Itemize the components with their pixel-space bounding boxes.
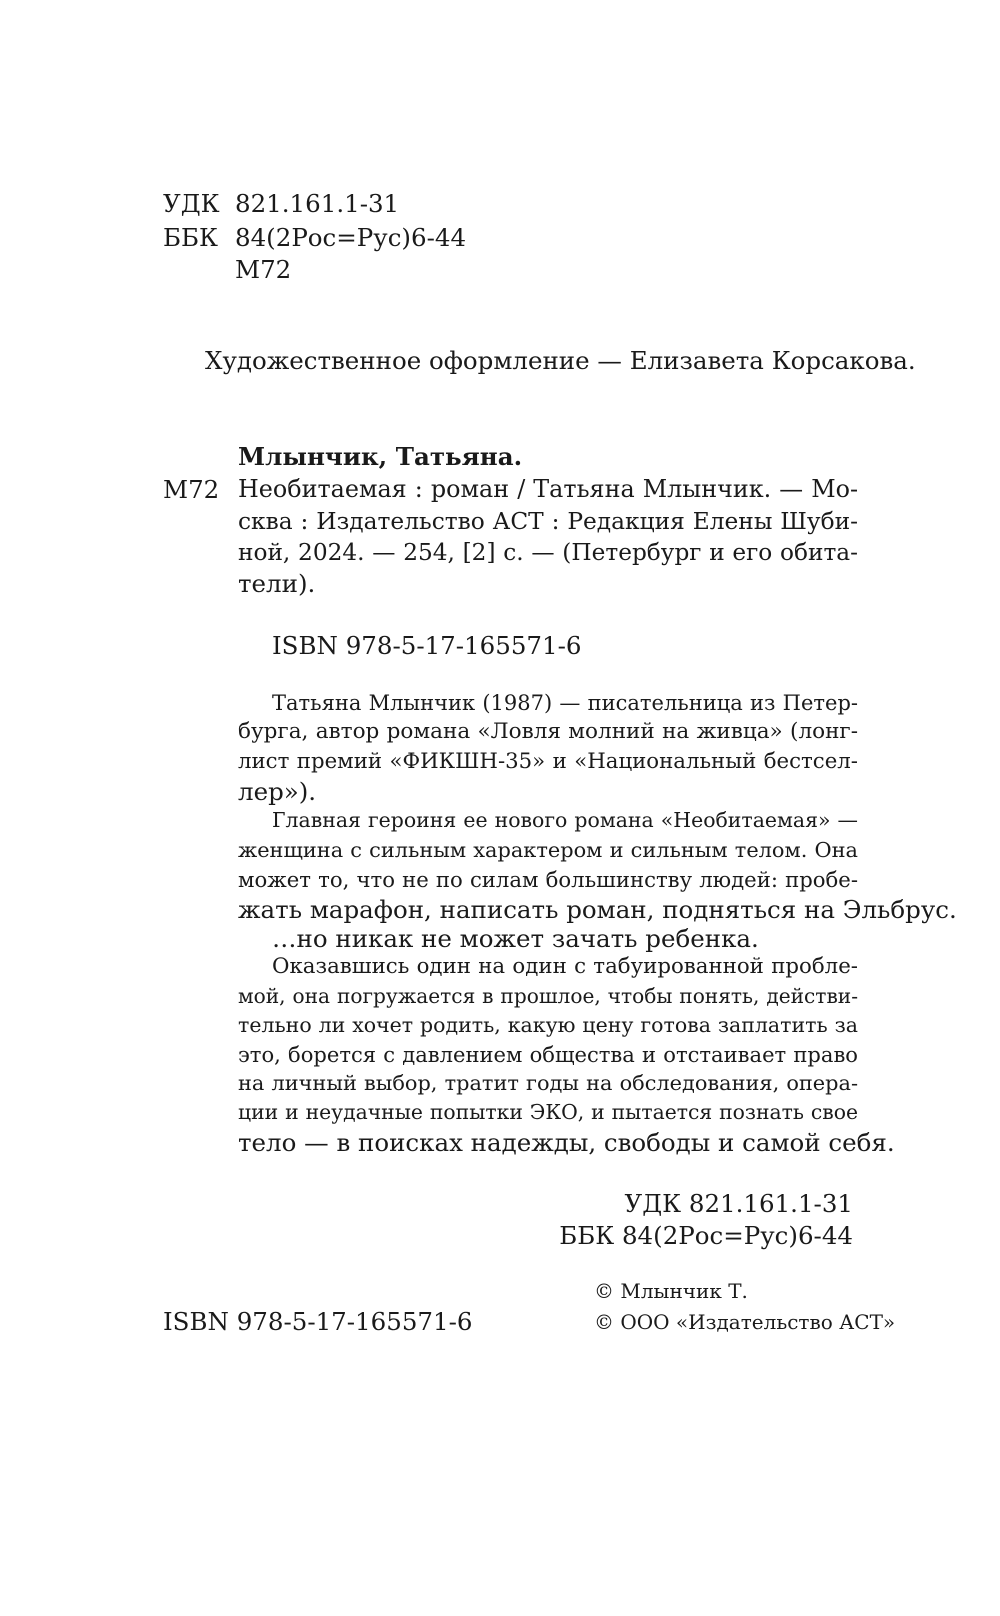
bibliography-mark: М72 <box>163 475 220 504</box>
annotation-line: жать марафон, написать роман, подняться на Эльбрус. <box>238 895 957 924</box>
author-heading: Млынчик, Татьяна. <box>238 442 523 471</box>
bibliography-line-1: Необитаемая : роман / Татьяна Млынчик. — Мо- <box>238 475 858 503</box>
udk-value: 821.161.1-31 <box>235 189 400 218</box>
bbk-value: 84(2Рос=Рус)6-44 <box>235 223 467 252</box>
design-credit: Художественное оформление — Елизавета Корсакова. <box>205 346 916 375</box>
bibliography-line-3: ной, 2024. — 254, [2] с. — (Петербург и его обита- <box>238 539 858 566</box>
annotation-line: Главная героиня ее нового романа «Необитаемая» — <box>272 808 858 832</box>
annotation-line: лер»). <box>238 777 317 806</box>
annotation-line: бурга, автор романа «Ловля молний на живца» (лонг- <box>238 719 858 744</box>
annotation-line: женщина с сильным характером и сильным телом. Она <box>238 838 858 862</box>
annotation-line: Оказавшись один на один с табуированной пробле- <box>272 954 858 979</box>
annotation-line: ции и неудачные попытки ЭКО, и пытается познать свое <box>238 1100 858 1124</box>
author-mark: М72 <box>235 255 292 284</box>
annotation-line: Татьяна Млынчик (1987) — писательница из Петер- <box>272 690 858 715</box>
annotation-line: может то, что не по силам большинству людей: пробе- <box>238 867 858 892</box>
bibliography-line-4: тели). <box>238 569 316 598</box>
copyright-publisher: © ООО «Издательство АСТ» <box>594 1310 896 1334</box>
annotation-line: это, борется с давлением общества и отстаивает право <box>238 1042 858 1067</box>
bibliography-line-2: сква : Издательство АСТ : Редакция Елены Шуби- <box>238 508 858 535</box>
annotation-line: тельно ли хочет родить, какую цену готова заплатить за <box>238 1013 858 1037</box>
annotation-line: мой, она погружается в прошлое, чтобы понять, действи- <box>238 984 858 1008</box>
footer-bbk: ББК 84(2Рос=Рус)6-44 <box>559 1221 853 1250</box>
annotation-line: лист премий «ФИКШН-35» и «Национальный бестсел- <box>238 749 858 774</box>
annotation-line: …но никак не может зачать ребенка. <box>272 924 759 953</box>
bbk-label: ББК <box>163 223 218 252</box>
annotation-line: на личный выбор, тратит годы на обследования, опера- <box>238 1071 858 1095</box>
udk-label: УДК <box>163 189 220 218</box>
bibliography-isbn: ISBN 978-5-17-165571-6 <box>272 631 582 660</box>
annotation-line: тело — в поисках надежды, свободы и самой себя. <box>238 1128 895 1157</box>
copyright-author: © Млынчик Т. <box>594 1279 748 1303</box>
footer-isbn: ISBN 978-5-17-165571-6 <box>163 1307 473 1336</box>
footer-udk: УДК 821.161.1-31 <box>624 1189 853 1218</box>
